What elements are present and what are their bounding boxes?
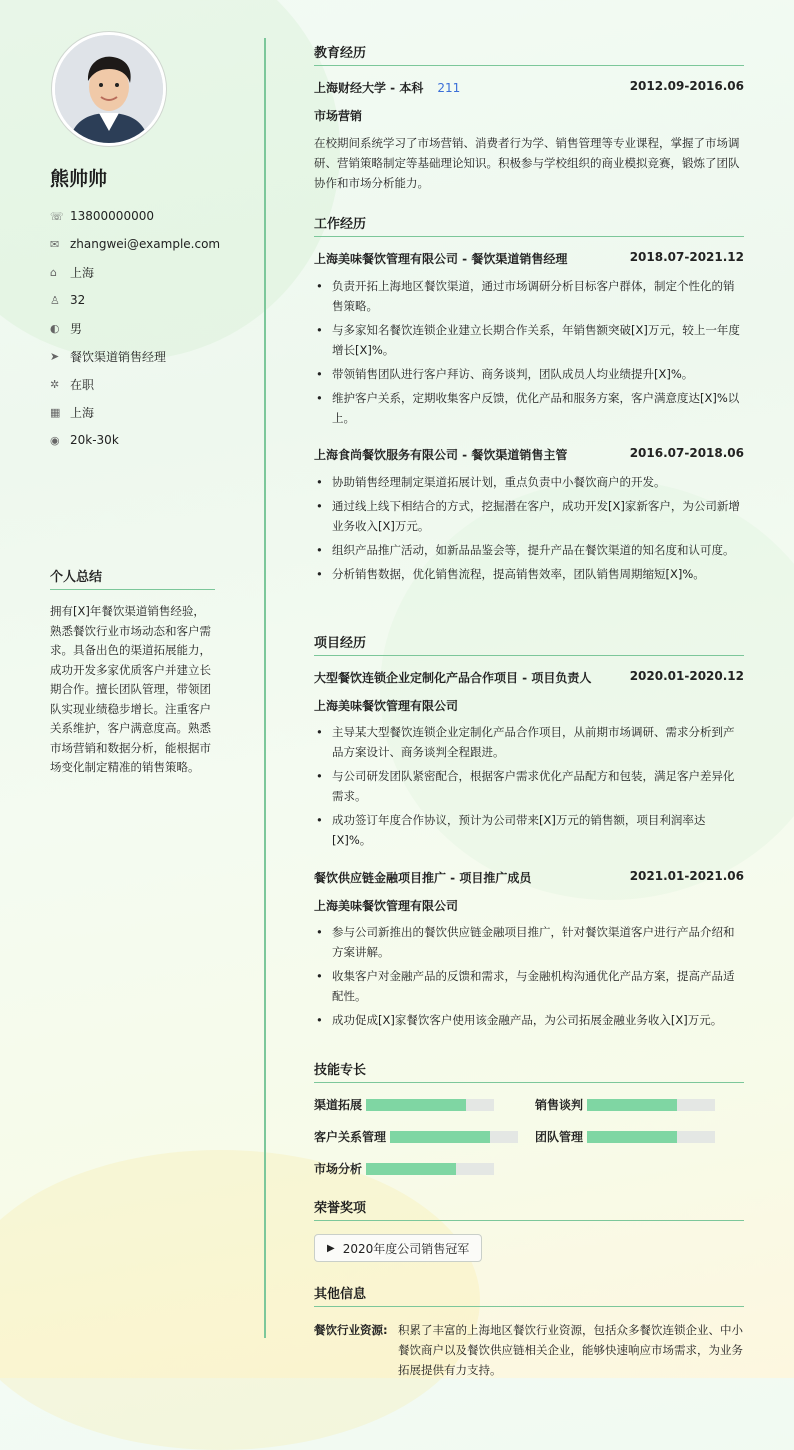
school-name: 上海财经大学 - 本科 (314, 81, 424, 95)
skill-item (314, 1128, 518, 1145)
project-head (314, 869, 744, 886)
job-date: 2016.07-2018.06 (629, 446, 744, 460)
avatar (52, 32, 166, 146)
gender-icon: ◐ (50, 321, 60, 335)
info-text: 男 (70, 321, 83, 336)
project-head (314, 669, 744, 686)
other-label: 餐饮行业资源: (314, 1323, 388, 1337)
list-item: • 与公司研发团队紧密配合，根据客户需求优化产品配方和包装，满足客户差异化需求。 (314, 766, 744, 806)
list-item: • 主导某大型餐饮连锁企业定制化产品合作项目，从前期市场调研、需求分析到产品方案设计、商务谈判全程跟进。 (314, 722, 744, 762)
project-company: 上海美味餐饮管理有限公司 (314, 899, 459, 913)
job-bullets (314, 472, 744, 588)
contact-info-list (50, 202, 250, 454)
job-bullets (314, 276, 744, 432)
skill-bar-fill (366, 1163, 456, 1175)
skill-bar (390, 1131, 518, 1143)
project-bullets (314, 722, 744, 854)
info-text: 餐饮渠道销售经理 (70, 349, 167, 364)
school-tag: 211 (437, 81, 461, 95)
section-title-education: 教育经历 (314, 42, 744, 66)
info-salary (50, 426, 250, 454)
info-age (50, 286, 250, 314)
skill-item (535, 1128, 715, 1145)
info-text: 20k-30k (70, 433, 119, 447)
list-item: • 与多家知名餐饮连锁企业建立长期合作关系，年销售额突破[X]万元，较上一年度增长[X]%。 (314, 320, 744, 360)
project-title: 大型餐饮连锁企业定制化产品合作项目 - 项目负责人 (314, 671, 592, 685)
list-item: • 通过线上线下相结合的方式，挖掘潜在客户，成功开发[X]家新客户，为公司新增业务收入[X]万元。 (314, 496, 744, 536)
skill-bar-fill (587, 1131, 677, 1143)
skill-item (314, 1160, 494, 1177)
skill-name: 渠道拓展 (314, 1098, 363, 1112)
section-title-work: 工作经历 (314, 213, 744, 237)
info-status (50, 370, 250, 398)
job-head (314, 250, 744, 267)
phone-icon: ☏ (50, 209, 64, 223)
list-item: • 组织产品推广活动，如新品品鉴会等，提升产品在餐饮渠道的知名度和认可度。 (314, 540, 744, 560)
skill-item (535, 1096, 715, 1113)
section-title-projects: 项目经历 (314, 632, 744, 656)
skill-name: 市场分析 (314, 1162, 363, 1176)
status-icon: ✲ (50, 377, 60, 391)
info-email (50, 230, 250, 258)
skill-bar (366, 1099, 494, 1111)
list-item: • 带领销售团队进行客户拜访、商务谈判，团队成员人均业绩提升[X]%。 (314, 364, 744, 384)
award-item[interactable] (314, 1234, 482, 1262)
education-description: 在校期间系统学习了市场营销、消费者行为学、销售管理等专业课程，掌握了市场调研、营销策略制定等基础理论知识。积极参与学校组织的商业模拟竞赛，锻炼了团队协作和市场分析能力。 (314, 136, 740, 190)
other-info (314, 1320, 744, 1380)
building-icon: ▦ (50, 405, 61, 419)
skill-bar (366, 1163, 494, 1175)
job-head (314, 446, 744, 463)
info-city (50, 398, 250, 426)
education-head (314, 79, 744, 96)
home-icon: ⌂ (50, 265, 57, 279)
avatar-portrait-icon (55, 35, 163, 143)
section-title-skills: 技能专长 (314, 1059, 744, 1083)
summary-text: 拥有[X]年餐饮渠道销售经验，熟悉餐饮行业市场动态和客户需求。具备出色的渠道拓展能力，成功开发多家优质客户并建立长期合作。擅长团队管理，带领团队实现业绩稳步增长。注重客户关系维护，客户满意度高。熟悉市场营销和数据分析，能根据市场变化制定精准的销售策略。 (50, 604, 211, 774)
info-gender (50, 314, 250, 342)
job-title: 上海美味餐饮管理有限公司 - 餐饮渠道销售经理 (314, 252, 568, 266)
project-company: 上海美味餐饮管理有限公司 (314, 699, 459, 713)
info-text: 上海 (70, 265, 95, 280)
info-text: 32 (70, 293, 86, 307)
skill-bar (587, 1131, 715, 1143)
send-icon: ➤ (50, 349, 60, 363)
sidebar (0, 0, 265, 1378)
award-text: 2020年度公司销售冠军 (342, 1241, 470, 1256)
project-date: 2020.01-2020.12 (629, 669, 744, 683)
info-text: 上海 (70, 405, 95, 420)
project-bullets (314, 922, 744, 1034)
list-item: • 协助销售经理制定渠道拓展计划，重点负责中小餐饮商户的开发。 (314, 472, 744, 492)
list-item: • 维护客户关系，定期收集客户反馈，优化产品和服务方案，客户满意度达[X]%以上。 (314, 388, 744, 428)
job-date: 2018.07-2021.12 (629, 250, 744, 264)
project-date: 2021.01-2021.06 (629, 869, 744, 883)
play-icon: ▶ (327, 1242, 335, 1254)
info-phone (50, 202, 250, 230)
info-job (50, 342, 250, 370)
section-title-honors: 荣誉奖项 (314, 1197, 744, 1221)
summary-title: 个人总结 (50, 566, 215, 590)
info-text: 13800000000 (70, 209, 154, 223)
job-title: 上海食尚餐饮服务有限公司 - 餐饮渠道销售主管 (314, 448, 568, 462)
skill-name: 团队管理 (535, 1130, 584, 1144)
skill-name: 客户关系管理 (314, 1130, 387, 1144)
other-text: 积累了丰富的上海地区餐饮行业资源，包括众多餐饮连锁企业、中小餐饮商户以及餐饮供应链相关企业，能够快速响应市场需求，为业务拓展提供有力支持。 (398, 1323, 743, 1377)
age-icon: ♙ (50, 293, 60, 307)
person-name: 熊帅帅 (50, 168, 108, 190)
column-divider (264, 38, 266, 1338)
list-item: • 成功签订年度合作协议，预计为公司带来[X]万元的销售额，项目利润率达[X]%。 (314, 810, 744, 850)
skill-item (314, 1096, 494, 1113)
education-date: 2012.09-2016.06 (629, 79, 744, 93)
info-text: zhangwei@example.com (70, 237, 221, 251)
list-item: • 收集客户对金融产品的反馈和需求，与金融机构沟通优化产品方案，提高产品适配性。 (314, 966, 744, 1006)
section-title-other: 其他信息 (314, 1283, 744, 1307)
skill-bar (587, 1099, 715, 1111)
skill-bar-fill (390, 1131, 490, 1143)
info-text: 在职 (70, 377, 95, 392)
salary-icon: ◉ (50, 433, 60, 447)
list-item: • 参与公司新推出的餐饮供应链金融项目推广，针对餐饮渠道客户进行产品介绍和方案讲解。 (314, 922, 744, 962)
info-home (50, 258, 250, 286)
email-icon: ✉ (50, 237, 60, 251)
education-major: 市场营销 (314, 109, 363, 123)
project-title: 餐饮供应链金融项目推广 - 项目推广成员 (314, 871, 532, 885)
list-item: • 负责开拓上海地区餐饮渠道，通过市场调研分析目标客户群体，制定个性化的销售策略。 (314, 276, 744, 316)
list-item: • 成功促成[X]家餐饮客户使用该金融产品，为公司拓展金融业务收入[X]万元。 (314, 1010, 744, 1030)
skill-name: 销售谈判 (535, 1098, 584, 1112)
skill-bar-fill (587, 1099, 677, 1111)
list-item: • 分析销售数据，优化销售流程，提高销售效率，团队销售周期缩短[X]%。 (314, 564, 744, 584)
skill-bar-fill (366, 1099, 466, 1111)
